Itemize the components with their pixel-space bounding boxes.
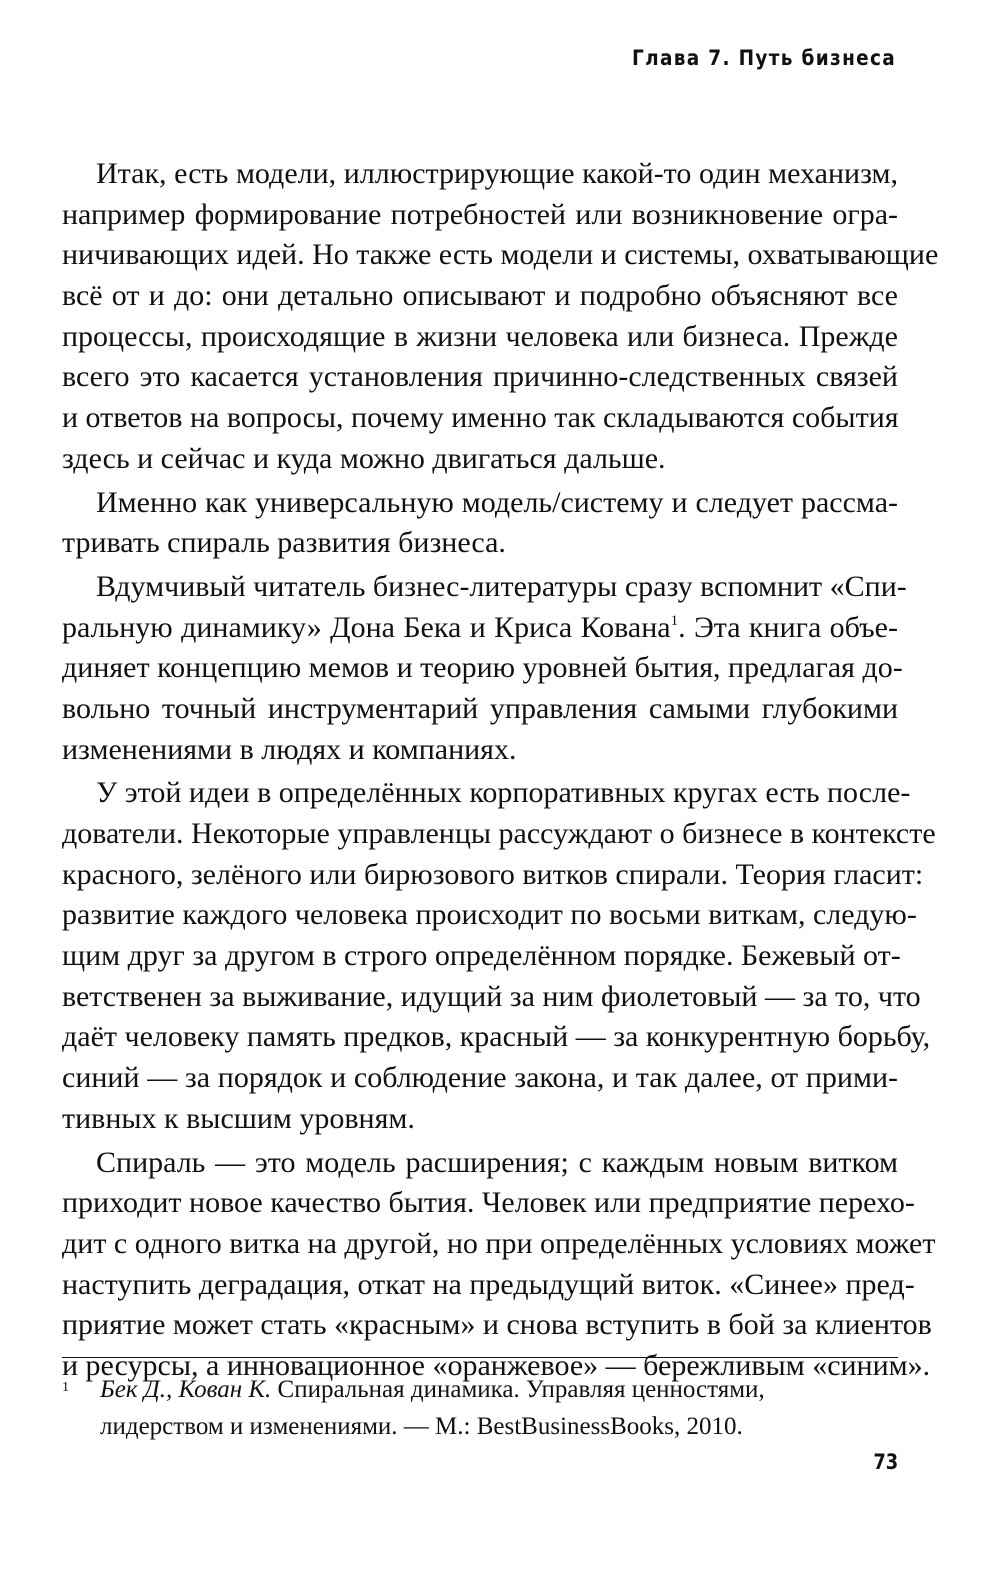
text-line: диняет концепцию мемов и теорию уровней бытия, предлагая до- <box>62 651 903 685</box>
text-line: изменениями в людях и компаниях. <box>62 732 517 766</box>
footnote-text <box>100 1371 898 1445</box>
text-fragment: . Эта книга объе- <box>678 610 898 644</box>
text-line: красного, зелёного или бирюзового витков спирали. Теория гласит: <box>62 857 924 891</box>
text-line: развитие каждого человека происходит по восьми виткам, следую- <box>62 898 917 932</box>
text-line: всего это касается установления причинно-следственных связей <box>62 360 898 394</box>
text-line: здесь и сейчас и куда можно двигаться дальше. <box>62 441 666 475</box>
text-line: Спираль — это модель расширения; с каждым новым витком <box>96 1145 898 1179</box>
text-line: щим друг за другом в строго определённом порядке. Бежевый от- <box>62 939 901 973</box>
main-text <box>62 154 939 1387</box>
text-line: приходит новое качество бытия. Человек или предприятие перехо- <box>62 1186 915 1220</box>
text-line: тивных к высшим уровням. <box>62 1101 415 1135</box>
text-line <box>62 608 898 649</box>
footnote-title: Спиральная динамика. Управляя ценностями, <box>271 1376 765 1403</box>
footnote-line <box>100 1371 898 1408</box>
text-line: дователи. Некоторые управленцы рассуждают о бизнесе в контексте <box>62 817 936 850</box>
paragraph-2 <box>62 483 898 564</box>
text-line: процессы, происходящие в жизни человека или бизнеса. Прежде <box>62 319 898 353</box>
paragraph-5 <box>62 1143 936 1387</box>
text-line: тривать спираль развития бизнеса. <box>62 526 506 560</box>
text-line: наступить деградация, откат на предыдущий виток. «Синее» пред- <box>62 1267 915 1301</box>
footnote-divider <box>62 1357 898 1358</box>
text-line: всё от и до: они детально описывают и подробно объясняют все <box>62 279 898 313</box>
text-line: ничивающих идей. Но также есть модели и системы, охватывающие <box>62 238 939 272</box>
text-line: У этой идеи в определённых корпоративных кругах есть после- <box>96 776 911 810</box>
text-line: и ресурсы, а инновационное «оранжевое» — бережливым «синим». <box>62 1348 931 1382</box>
footnote <box>62 1371 898 1445</box>
text-line: Вдумчивый читатель бизнес-литературы сразу вспомнит «Спи- <box>96 569 907 603</box>
footnote-number: 1 <box>62 1380 69 1395</box>
text-line: синий — за порядок и соблюдение закона, и так далее, от прими- <box>62 1061 898 1095</box>
text-line: дит с одного витка на другой, но при определённых условиях может <box>62 1226 936 1260</box>
footnote-authors: Бек Д., Кован К. <box>100 1376 272 1403</box>
running-head-chapter-title: Глава 7. Путь бизнеса <box>631 46 896 70</box>
text-line: ветственен за выживание, идущий за ним фиолетовый — за то, что <box>62 979 921 1013</box>
text-line: приятие может стать «красным» и снова вступить в бой за клиентов <box>62 1308 932 1342</box>
text-line: даёт человеку память предков, красный — за конкурентную борьбу, <box>62 1020 931 1054</box>
footnote-line: лидерством и изменениями. — М.: BestBusinessBooks, 2010. <box>100 1413 743 1440</box>
text-line: Итак, есть модели, иллюстрирующие какой-то один механизм, <box>96 157 898 190</box>
text-line: Именно как универсальную модель/систему и следует рассма- <box>96 485 898 519</box>
text-line: например формирование потребностей или возникновение огра- <box>62 197 898 231</box>
paragraph-3 <box>62 567 907 770</box>
text-line: вольно точный инструментарий управления самыми глубокими <box>62 691 898 725</box>
paragraph-1 <box>62 154 939 480</box>
page-number: 73 <box>873 1450 898 1474</box>
text-line: и ответов на вопросы, почему именно так складываются события <box>62 401 899 435</box>
footnote-reference[interactable]: 1 <box>670 612 679 629</box>
paragraph-4 <box>62 773 936 1139</box>
text-fragment: ральную динамику» Дона Бека и Криса Кована <box>62 610 671 644</box>
